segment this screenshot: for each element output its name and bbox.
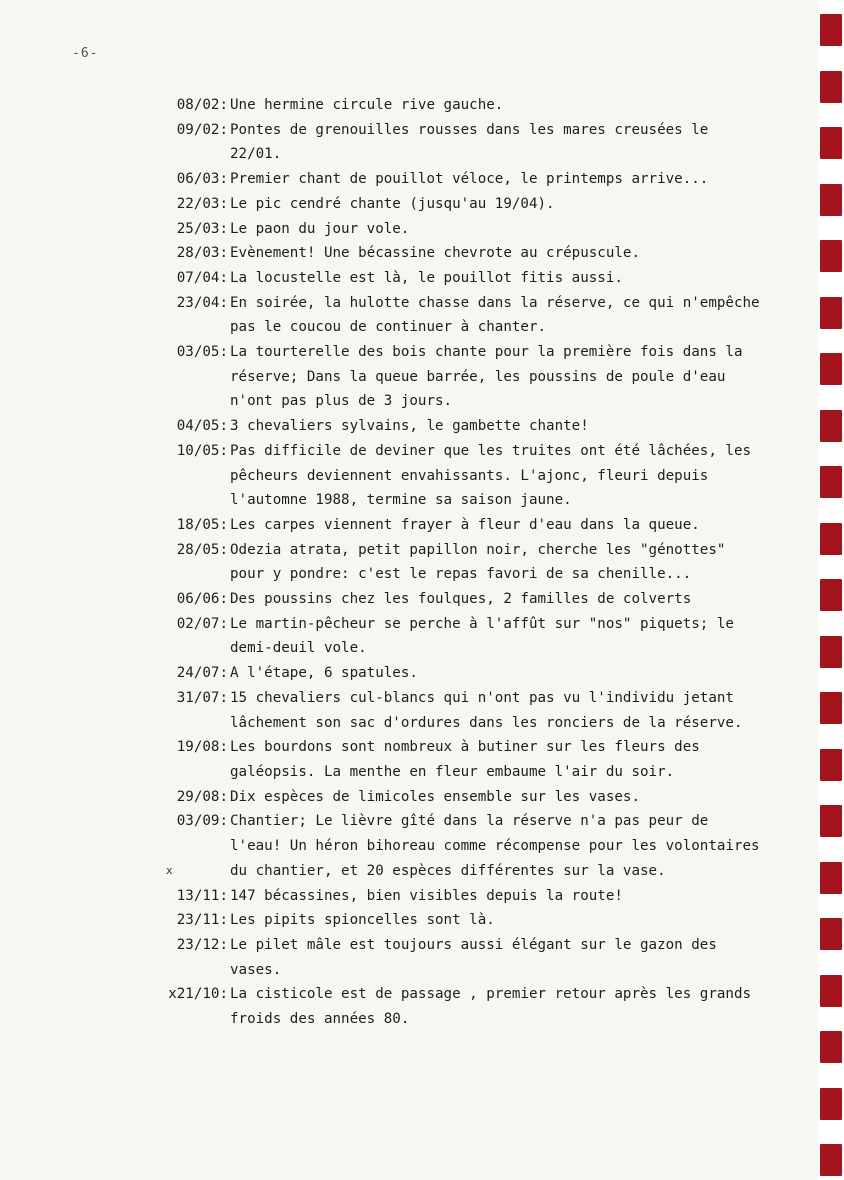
binding-tab	[820, 1088, 842, 1120]
journal-entry	[148, 538, 768, 587]
binding-tab	[820, 862, 842, 894]
binding-tab	[820, 1144, 842, 1176]
entry-text: Pas difficile de deviner que les truites ont été lâchées, les pêcheurs deviennent envahissants. L'ajonc, fleuri depuis l'automne 1988, termine sa saison jaune.	[230, 442, 752, 509]
entry-text: Pontes de grenouilles rousses dans les mares creusées le 22/01.	[230, 121, 709, 163]
entry-text: Le martin-pêcheur se perche à l'affût sur "nos" piquets; le demi-deuil vole.	[230, 615, 734, 657]
entry-date: 31/07:	[176, 689, 228, 706]
entry-text: La cisticole est de passage , premier retour après les grands froids des années 80.	[230, 986, 752, 1028]
entry-date: 24/07:	[176, 665, 228, 682]
journal-entry	[148, 439, 768, 513]
spiral-binding	[818, 0, 844, 1180]
entry-text: Une hermine circule rive gauche.	[230, 97, 504, 113]
entry-date: 02/07:	[176, 615, 228, 632]
entry-date: x21/10:	[168, 986, 228, 1003]
binding-tab	[820, 127, 842, 159]
journal-entry	[148, 217, 768, 242]
binding-tab	[820, 1031, 842, 1063]
journal-entry	[148, 266, 768, 291]
journal-entry	[148, 118, 768, 167]
entry-date: 29/08:	[176, 788, 228, 805]
binding-tab	[820, 410, 842, 442]
entry-date: 04/05:	[176, 418, 228, 435]
entry-date: 23/12:	[176, 936, 228, 953]
entry-text: Le pic cendré chante (jusqu'au 19/04).	[230, 195, 555, 212]
entry-text: 147 bécassines, bien visibles depuis la route!	[230, 887, 623, 904]
entry-date: 25/03:	[176, 220, 228, 237]
entry-date: 10/05:	[176, 442, 228, 459]
journal-entry	[148, 414, 768, 439]
entry-text: A l'étape, 6 spatules.	[230, 665, 418, 682]
entry-date: 28/03:	[176, 245, 228, 262]
entry-text: La locustelle est là, le pouillot fitis aussi.	[230, 269, 623, 286]
entry-date: 06/03:	[176, 171, 228, 188]
journal-entry	[148, 661, 768, 686]
journal-entry	[148, 884, 768, 909]
journal-entry	[148, 809, 768, 883]
journal-entry	[148, 587, 768, 612]
journal-entry	[148, 933, 768, 982]
entry-date: 07/04:	[176, 269, 228, 286]
journal-entry	[148, 982, 768, 1031]
binding-tab	[820, 184, 842, 216]
binding-tab	[820, 14, 842, 46]
binding-tab	[820, 523, 842, 555]
entry-text: Premier chant de pouillot véloce, le printemps arrive...	[230, 171, 709, 188]
entry-text: Evènement! Une bécassine chevrote au crépuscule.	[230, 245, 640, 262]
binding-tab	[820, 918, 842, 950]
entry-text: Le paon du jour vole.	[230, 220, 410, 237]
entry-text: En soirée, la hulotte chasse dans la réserve, ce qui n'empêche pas le coucou de continuer à chanter.	[230, 294, 760, 336]
binding-tab	[820, 466, 842, 498]
journal-entry	[148, 192, 768, 217]
binding-tab	[820, 353, 842, 385]
page-number: -6-	[72, 46, 99, 61]
entry-text: La tourterelle des bois chante pour la première fois dans la réserve; Dans la queue barrée, les poussins de poule d'eau n'ont pas plus de 3 jours.	[230, 344, 743, 410]
journal-entry	[148, 612, 768, 661]
entry-date: 19/08:	[176, 739, 228, 756]
binding-tab	[820, 692, 842, 724]
binding-tab	[820, 636, 842, 668]
journal-entries	[148, 93, 768, 1032]
binding-tab	[820, 975, 842, 1007]
entry-text: Chantier; Le lièvre gîté dans la réserve n'a pas peur de l'eau! Un héron bihoreau comme récompense pour les volontaires du chantier, et 20 espèces différentes sur la vase.	[230, 813, 760, 879]
binding-tab	[820, 71, 842, 103]
entry-text: Les pipits spioncelles sont là.	[230, 912, 495, 929]
binding-tab	[820, 579, 842, 611]
journal-entry	[148, 241, 768, 266]
margin-mark: x	[166, 863, 173, 877]
binding-tab	[820, 805, 842, 837]
binding-tab	[820, 749, 842, 781]
entry-date: 03/05:	[176, 344, 228, 361]
journal-entry	[148, 291, 768, 340]
journal-entry	[148, 513, 768, 538]
binding-tab	[820, 297, 842, 329]
binding-tab	[820, 240, 842, 272]
entry-text: Odezia atrata, petit papillon noir, cherche les "génottes" pour y pondre: c'est le repas favori de sa chenille...	[230, 541, 726, 583]
entry-text: Les bourdons sont nombreux à butiner sur les fleurs des galéopsis. La menthe en fleur embaume l'air du soir.	[230, 739, 700, 780]
entry-date: 03/09:	[176, 813, 228, 830]
entry-date: 23/04:	[176, 294, 228, 311]
entry-date: 23/11:	[176, 912, 228, 929]
entry-date: 18/05:	[176, 516, 228, 533]
entry-text: Les carpes viennent frayer à fleur d'eau dans la queue.	[230, 516, 700, 533]
journal-entry	[148, 340, 768, 414]
entry-text: Dix espèces de limicoles ensemble sur les vases.	[230, 788, 640, 805]
journal-entry	[148, 785, 768, 810]
entry-date: 28/05:	[176, 541, 228, 558]
journal-entry	[148, 93, 768, 118]
entry-text: Le pilet mâle est toujours aussi élégant sur le gazon des vases.	[230, 936, 717, 978]
entry-date: 09/02:	[176, 121, 228, 138]
journal-entry	[148, 167, 768, 192]
entry-date: 08/02:	[176, 97, 228, 113]
journal-entry	[148, 735, 768, 784]
entry-text: 3 chevaliers sylvains, le gambette chante!	[230, 418, 589, 435]
entry-date: 13/11:	[176, 887, 228, 904]
entry-date: 06/06:	[176, 591, 228, 608]
journal-entry	[148, 908, 768, 933]
journal-entry	[148, 686, 768, 735]
entry-date: 22/03:	[176, 195, 228, 212]
entry-text: Des poussins chez les foulques, 2 familles de colverts	[230, 591, 692, 608]
entry-text: 15 chevaliers cul-blancs qui n'ont pas vu l'individu jetant lâchement son sac d'ordures dans les ronciers de la réserve.	[230, 689, 743, 731]
